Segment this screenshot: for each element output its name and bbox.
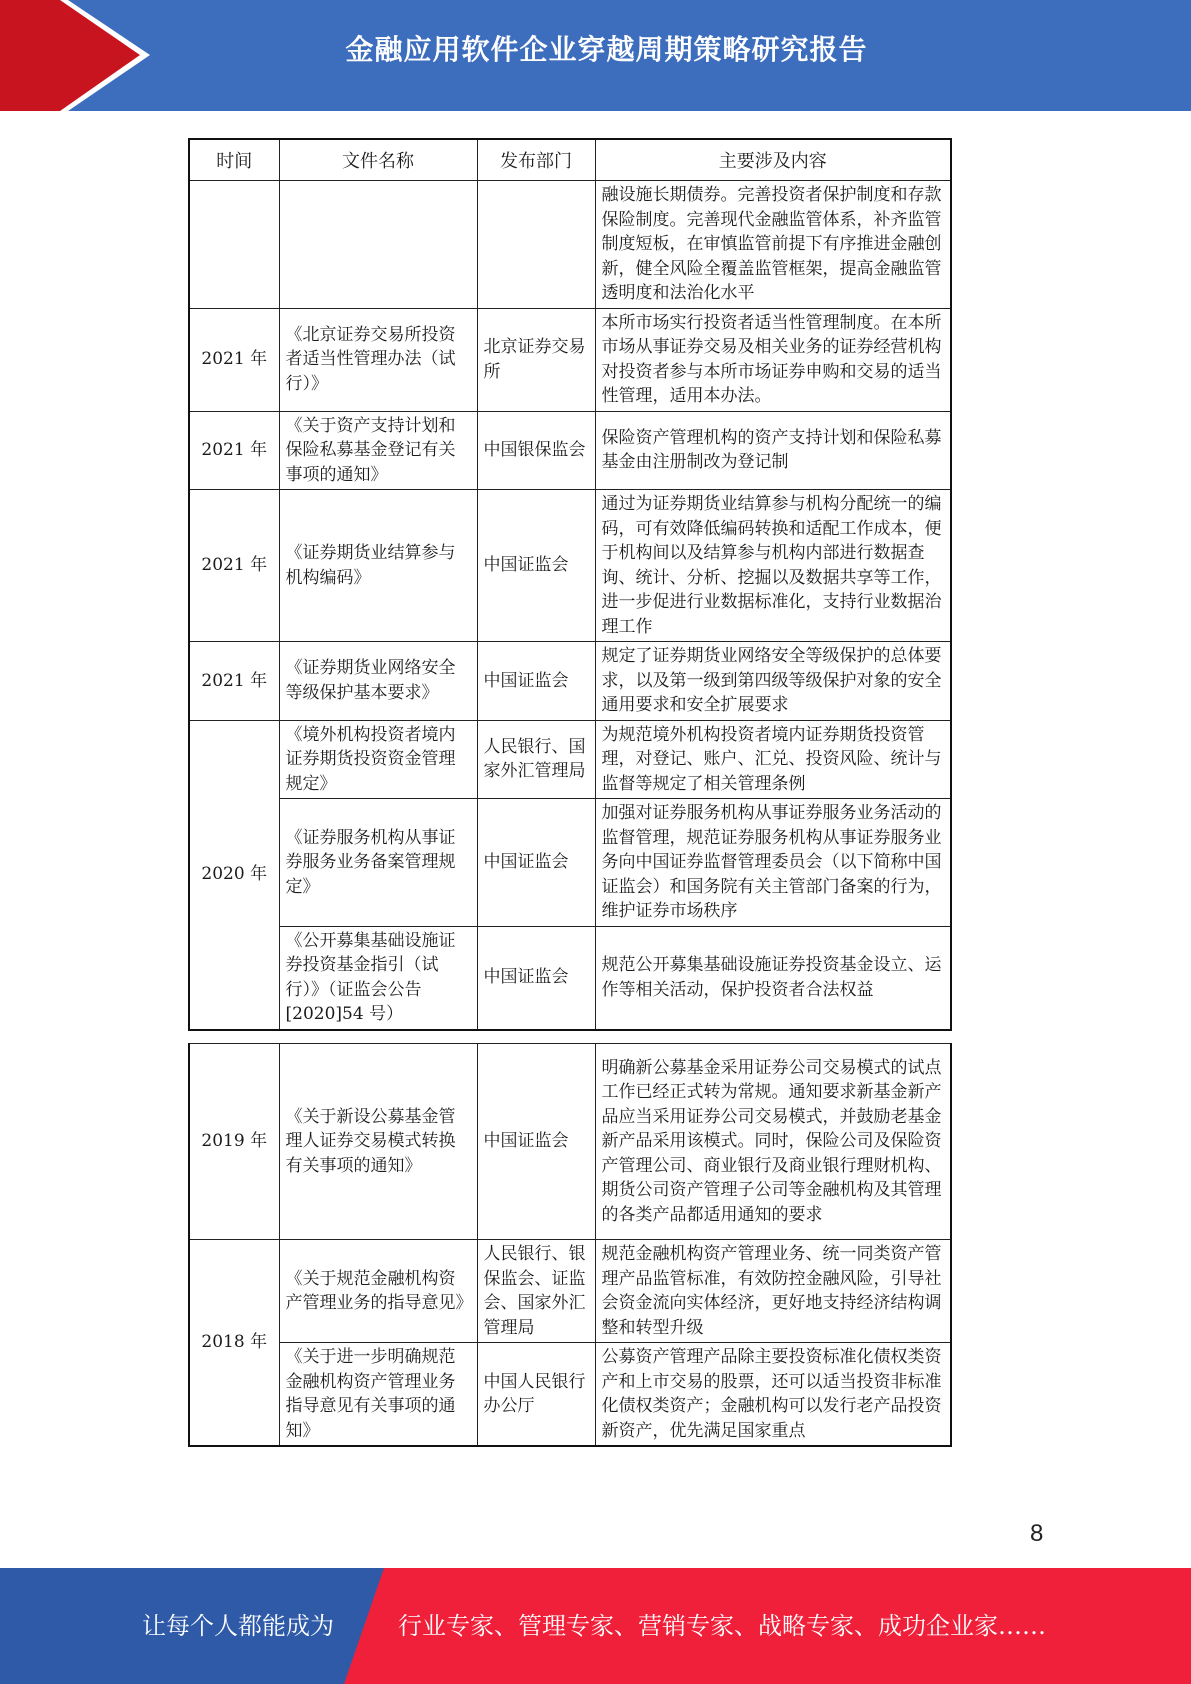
year-cell: [189, 181, 279, 309]
document-name-cell: [279, 181, 477, 309]
document-name-cell: 《证券服务机构从事证券服务业务备案管理规定》: [279, 799, 477, 927]
department-cell: [477, 181, 595, 309]
table-row: [189, 1240, 951, 1343]
content-cell: 规范公开募集基础设施证券投资基金设立、运作等相关活动，保护投资者合法权益: [595, 926, 951, 1030]
year-cell: 2019 年: [189, 1044, 279, 1240]
content-cell: 明确新公募基金采用证券公司交易模式的试点工作已经正式转为常规。通知要求新基金新产品应当采用证券公司交易模式，并鼓励老基金新产品采用该模式。同时，保险公司及保险资产管理公司、商业银行及商业银行理财机构、期货公司资产管理子公司等金融机构及其管理的各类产品都适用通知的要求: [595, 1044, 951, 1240]
document-name-cell: 《关于资产支持计划和保险私募基金登记有关事项的通知》: [279, 411, 477, 490]
table-row: [189, 1343, 951, 1447]
column-header: 文件名称: [279, 139, 477, 181]
column-header: 时间: [189, 139, 279, 181]
table-row: [189, 642, 951, 721]
report-title: 金融应用软件企业穿越周期策略研究报告: [345, 33, 868, 66]
document-name-cell: 《北京证券交易所投资者适当性管理办法（试行）》: [279, 308, 477, 411]
department-cell: 北京证券交易所: [477, 308, 595, 411]
policy-table: [188, 138, 952, 1031]
table-row: [189, 926, 951, 1030]
document-name-cell: 《证券期货业结算参与机构编码》: [279, 490, 477, 642]
report-header: [0, 0, 1191, 111]
content-cell: 通过为证券期货业结算参与机构分配统一的编码，可有效降低编码转换和适配工作成本，便于机构间以及结算参与机构内部进行数据查询、统计、分析、挖掘以及数据共享等工作，进一步促进行业数据标准化，支持行业数据治理工作: [595, 490, 951, 642]
year-cell: 2020 年: [189, 720, 279, 1030]
year-cell: 2021 年: [189, 308, 279, 411]
table-row: [189, 799, 951, 927]
policy-table-continued: [188, 1043, 952, 1447]
document-name-cell: 《公开募集基础设施证券投资基金指引（试行）》（证监会公告[2020]54 号）: [279, 926, 477, 1030]
department-cell: 人民银行、国家外汇管理局: [477, 720, 595, 799]
department-cell: 中国证监会: [477, 642, 595, 721]
column-header: 主要涉及内容: [595, 139, 951, 181]
department-cell: 中国人民银行办公厅: [477, 1343, 595, 1447]
table-row: [189, 720, 951, 799]
table-row: [189, 308, 951, 411]
table-row: [189, 181, 951, 309]
document-name-cell: 《关于新设公募基金管理人证券交易模式转换有关事项的通知》: [279, 1044, 477, 1240]
document-name-cell: 《关于规范金融机构资产管理业务的指导意见》: [279, 1240, 477, 1343]
column-header: 发布部门: [477, 139, 595, 181]
footer-slogan-right: 行业专家、管理专家、营销专家、战略专家、成功企业家……: [398, 1612, 1046, 1640]
document-name-cell: 《关于进一步明确规范金融机构资产管理业务指导意见有关事项的通知》: [279, 1343, 477, 1447]
department-cell: 中国证监会: [477, 490, 595, 642]
content-cell: 加强对证券服务机构从事证券服务业务活动的监督管理，规范证券服务机构从事证券服务业务向中国证券监督管理委员会（以下简称中国证监会）和国务院有关主管部门备案的行为，维护证券市场秩序: [595, 799, 951, 927]
content-cell: 规范金融机构资产管理业务、统一同类资产管理产品监管标准，有效防控金融风险，引导社会资金流向实体经济，更好地支持经济结构调整和转型升级: [595, 1240, 951, 1343]
content-cell: 融设施长期债券。完善投资者保护制度和存款保险制度。完善现代金融监管体系，补齐监管制度短板，在审慎监管前提下有序推进金融创新，健全风险全覆盖监管框架，提高金融监管透明度和法治化水平: [595, 181, 951, 309]
page-number: 8: [1030, 1520, 1044, 1547]
content-cell: 为规范境外机构投资者境内证券期货投资管理，对登记、账户、汇兑、投资风险、统计与监督等规定了相关管理条例: [595, 720, 951, 799]
department-cell: 中国证监会: [477, 799, 595, 927]
table-row: [189, 490, 951, 642]
department-cell: 人民银行、银保监会、证监会、国家外汇管理局: [477, 1240, 595, 1343]
content-cell: 规定了证券期货业网络安全等级保护的总体要求，以及第一级到第四级等级保护对象的安全通用要求和安全扩展要求: [595, 642, 951, 721]
year-cell: 2021 年: [189, 411, 279, 490]
footer-slogan-left: 让每个人都能成为: [142, 1612, 334, 1640]
footer-banner: [0, 1568, 1191, 1684]
table-header-row: [189, 139, 951, 181]
year-cell: 2021 年: [189, 642, 279, 721]
table-row: [189, 411, 951, 490]
document-name-cell: 《境外机构投资者境内证券期货投资资金管理规定》: [279, 720, 477, 799]
department-cell: 中国证监会: [477, 926, 595, 1030]
year-cell: 2021 年: [189, 490, 279, 642]
department-cell: 中国银保监会: [477, 411, 595, 490]
year-cell: 2018 年: [189, 1240, 279, 1447]
document-name-cell: 《证券期货业网络安全等级保护基本要求》: [279, 642, 477, 721]
content-cell: 公募资产管理产品除主要投资标准化债权类资产和上市交易的股票，还可以适当投资非标准化债权类资产；金融机构可以发行老产品投资新资产，优先满足国家重点: [595, 1343, 951, 1447]
content-cell: 本所市场实行投资者适当性管理制度。在本所市场从事证券交易及相关业务的证券经营机构对投资者参与本所市场证券申购和交易的适当性管理，适用本办法。: [595, 308, 951, 411]
department-cell: 中国证监会: [477, 1044, 595, 1240]
table-row: [189, 1044, 951, 1240]
content-cell: 保险资产管理机构的资产支持计划和保险私募基金由注册制改为登记制: [595, 411, 951, 490]
